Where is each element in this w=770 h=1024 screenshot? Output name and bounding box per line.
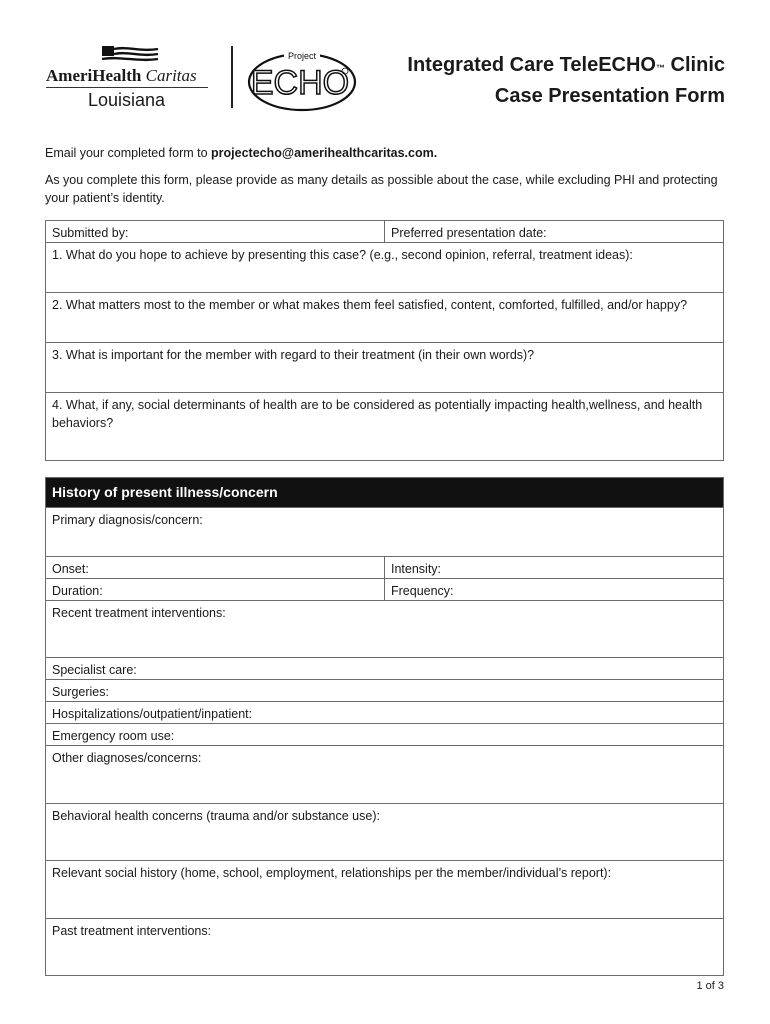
past-treatment-field[interactable] bbox=[46, 919, 723, 976]
surgeries-label: Surgeries: bbox=[52, 685, 109, 699]
social-history-field[interactable] bbox=[46, 861, 723, 919]
frequency-field[interactable] bbox=[385, 579, 723, 600]
submitter-row bbox=[46, 221, 723, 243]
title-line-2: Case Presentation Form bbox=[494, 85, 725, 107]
question-2-label: 2. What matters most to the member or what makes them feel satisfied, content, comforted, fulfilled, and/or happy? bbox=[52, 298, 688, 312]
social-history-label: Relevant social history (home, school, employment, relationships per the member/individual’s report): bbox=[52, 866, 612, 880]
onset-intensity-row bbox=[46, 557, 723, 579]
question-3-label: 3. What is important for the member with regard to their treatment (in their own words)? bbox=[52, 348, 535, 362]
duration-label: Duration: bbox=[52, 584, 103, 598]
preferred-date-label: Preferred presentation date: bbox=[391, 226, 547, 240]
other-diagnoses-label: Other diagnoses/concerns: bbox=[52, 751, 202, 765]
duration-field[interactable] bbox=[46, 579, 385, 600]
preferred-date-field[interactable] bbox=[385, 221, 723, 242]
trademark-mark: ™ bbox=[655, 63, 665, 73]
instructions: As you complete this form, please provide as many details as possible about the case, while excluding PHI and protecting your patient’s identity. bbox=[45, 173, 718, 205]
history-table bbox=[45, 477, 724, 976]
brand-rule bbox=[46, 87, 208, 88]
duration-frequency-row bbox=[46, 579, 723, 601]
emergency-room-field[interactable] bbox=[46, 724, 723, 746]
case-questions-table bbox=[45, 220, 724, 461]
title-clinic: Clinic bbox=[664, 54, 725, 76]
frequency-label: Frequency: bbox=[391, 584, 454, 598]
intro-section bbox=[45, 144, 725, 216]
emergency-room-label: Emergency room use: bbox=[52, 729, 175, 743]
brand-name-italic: Caritas bbox=[145, 66, 197, 85]
question-4-label: 4. What, if any, social determinants of health are to be considered as potentially impacting health,wellness, and health behaviors? bbox=[52, 398, 703, 430]
specialist-care-label: Specialist care: bbox=[52, 663, 137, 677]
hospitalizations-label: Hospitalizations/outpatient/inpatient: bbox=[52, 707, 253, 721]
other-diagnoses-field[interactable] bbox=[46, 746, 723, 804]
header-divider bbox=[231, 46, 233, 108]
hospitalizations-field[interactable] bbox=[46, 702, 723, 724]
primary-diagnosis-label: Primary diagnosis/concern: bbox=[52, 513, 203, 527]
project-echo-logo bbox=[244, 44, 362, 114]
question-2-field[interactable] bbox=[46, 293, 723, 343]
recent-treatment-field[interactable] bbox=[46, 601, 723, 658]
question-1-field[interactable] bbox=[46, 243, 723, 293]
history-heading: History of present illness/concern bbox=[46, 478, 723, 508]
brand-name bbox=[46, 66, 197, 86]
page-number: 1 of 3 bbox=[696, 980, 724, 992]
past-treatment-label: Past treatment interventions: bbox=[52, 924, 212, 938]
title-text: Integrated Care TeleECHO bbox=[407, 54, 656, 76]
surgeries-field[interactable] bbox=[46, 680, 723, 702]
recent-treatment-label: Recent treatment interventions: bbox=[52, 606, 226, 620]
submitted-by-field[interactable] bbox=[46, 221, 385, 242]
question-3-field[interactable] bbox=[46, 343, 723, 393]
onset-label: Onset: bbox=[52, 562, 89, 576]
brand-name-bold: AmeriHealth bbox=[46, 66, 142, 85]
echo-small-text: Project bbox=[287, 51, 317, 61]
intensity-label: Intensity: bbox=[391, 562, 442, 576]
email-prefix: Email your completed form to bbox=[45, 146, 212, 160]
form-title bbox=[407, 50, 725, 112]
submitted-by-label: Submitted by: bbox=[52, 226, 129, 240]
behavioral-health-field[interactable] bbox=[46, 804, 723, 861]
email-line bbox=[45, 144, 725, 162]
flag-wave-icon bbox=[100, 46, 160, 66]
email-link[interactable]: projectecho@amerihealthcaritas.com. bbox=[211, 146, 438, 160]
echo-big-text: ECHO bbox=[250, 64, 350, 102]
question-4-field[interactable] bbox=[46, 393, 723, 461]
onset-field[interactable] bbox=[46, 557, 385, 578]
intensity-field[interactable] bbox=[385, 557, 723, 578]
question-1-label: 1. What do you hope to achieve by presenting this case? (e.g., second opinion, referral, treatment ideas): bbox=[52, 248, 633, 262]
specialist-care-field[interactable] bbox=[46, 658, 723, 680]
amerihealth-caritas-logo bbox=[46, 46, 216, 112]
title-line-1 bbox=[407, 50, 725, 81]
brand-region: Louisiana bbox=[88, 90, 166, 110]
primary-diagnosis-field[interactable] bbox=[46, 508, 723, 557]
behavioral-health-label: Behavioral health concerns (trauma and/or substance use): bbox=[52, 809, 380, 823]
